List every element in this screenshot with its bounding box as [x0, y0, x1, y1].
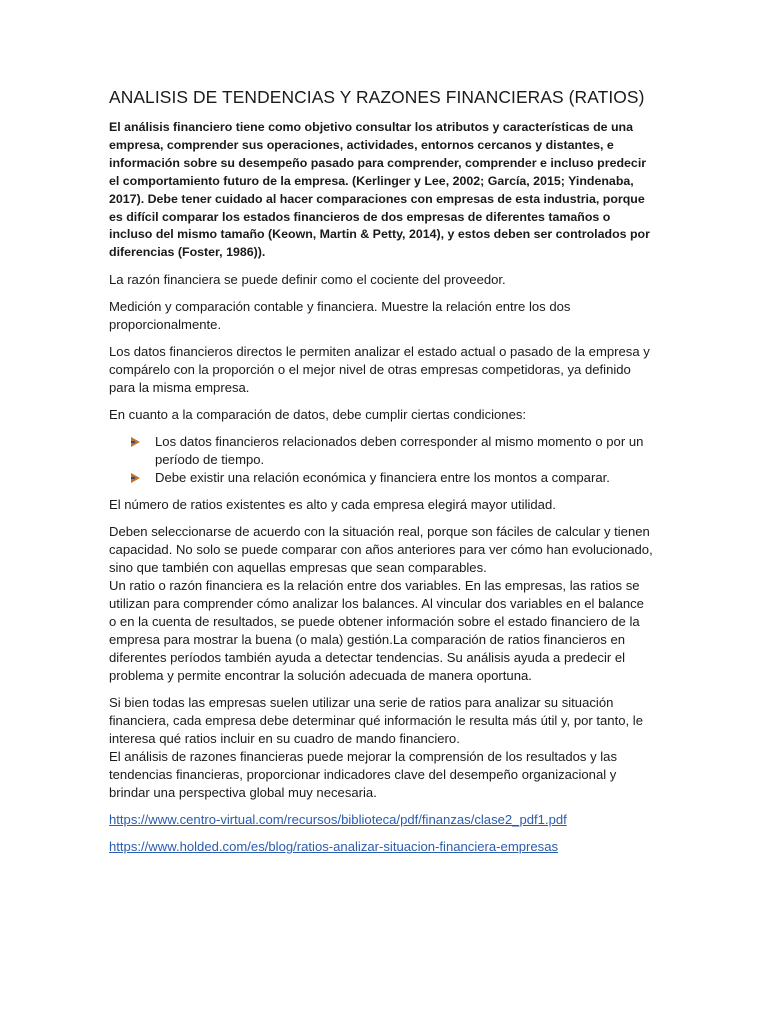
document-page: [109, 86, 654, 865]
reference-link-holded[interactable]: https://www.holded.com/es/blog/ratios-analizar-situacion-financiera-empresas: [109, 839, 559, 855]
list-item: [109, 433, 654, 469]
paragraph-measurement: Medición y comparación contable y financiera. Muestre la relación entre los dos proporcionalmente.: [109, 299, 571, 333]
paragraph-ratio-count: El número de ratios existentes es alto y cada empresa elegirá mayor utilidad.: [109, 497, 556, 513]
paragraph-ratio-definition: Un ratio o razón financiera es la relación entre dos variables. En las empresas, las ratios se utilizan para comprender cómo analizar los balances. Al vincular dos variables en el balance o en la cuenta de resultados, se puede obtener información sobre el estado financiero de la empresa para mostrar la buena (o mala) gestión.La comparación de ratios financieros en diferentes períodos también ayuda a detectar tendencias. Su análisis ayuda a predecir el problema y permite encontrar la solución adecuada de manera oportuna.: [109, 578, 644, 684]
list-item-text: Debe existir una relación económica y financiera entre los montos a comparar.: [155, 470, 610, 486]
intro-paragraph: El análisis financiero tiene como objetivo consultar los atributos y características de una empresa, comprender sus operaciones, actividades, entornos cercanos y distantes, e información sobre su desempeño pasado para comprender, comprender e incluso predecir el comportamiento futuro de la empresa. (Kerlinger y Lee, 2002; García, 2015; Yindenaba, 2017). Debe tener cuidado al hacer comparaciones con empresas de esta industria, porque es difícil comparar los estados financieros de dos empresas de diferentes tamaños o incluso del mismo tamaño (Keown, Martin & Petty, 2014), y estos deben ser controlados por diferencias (Foster, 1986)).: [109, 120, 650, 260]
paragraph-direct-data: Los datos financieros directos le permiten analizar el estado actual o pasado de la empresa y compárelo con la proporción o el mejor nivel de otras empresas competidoras, ya definido para la misma empresa.: [109, 344, 650, 396]
document-title: ANALISIS DE TENDENCIAS Y RAZONES FINANCIERAS (RATIOS): [109, 87, 645, 107]
reference-link-centro-virtual[interactable]: https://www.centro-virtual.com/recursos/biblioteca/pdf/finanzas/clase2_pdf1.pdf: [109, 812, 567, 828]
paragraph-analysis-benefits: El análisis de razones financieras puede mejorar la comprensión de los resultados y las tendencias financieras, proporcionar indicadores clave del desempeño organizacional y brindar una perspectiva global muy necesaria.: [109, 749, 618, 801]
list-item-text: Los datos financieros relacionados deben corresponder al mismo momento o por un período de tiempo.: [155, 434, 644, 468]
arrow-bullet-icon: [131, 437, 140, 447]
paragraph-selection: Deben seleccionarse de acuerdo con la situación real, porque son fáciles de calcular y tienen capacidad. No solo se puede comparar con años anteriores para ver cómo han evolucionado, sino que también con aquellas empresas que sean comparables.: [109, 524, 653, 576]
paragraph-usage: Si bien todas las empresas suelen utilizar una serie de ratios para analizar su situación financiera, cada empresa debe determinar qué información le resulta más útil y, por tanto, le interesa qué ratios incluir en su cuadro de mando financiero.: [109, 695, 643, 747]
list-item: [109, 469, 654, 487]
paragraph-conditions: En cuanto a la comparación de datos, debe cumplir ciertas condiciones:: [109, 407, 527, 423]
arrow-bullet-icon: [131, 473, 140, 483]
conditions-list: [109, 433, 654, 487]
paragraph-definition: La razón financiera se puede definir como el cociente del proveedor.: [109, 272, 506, 288]
